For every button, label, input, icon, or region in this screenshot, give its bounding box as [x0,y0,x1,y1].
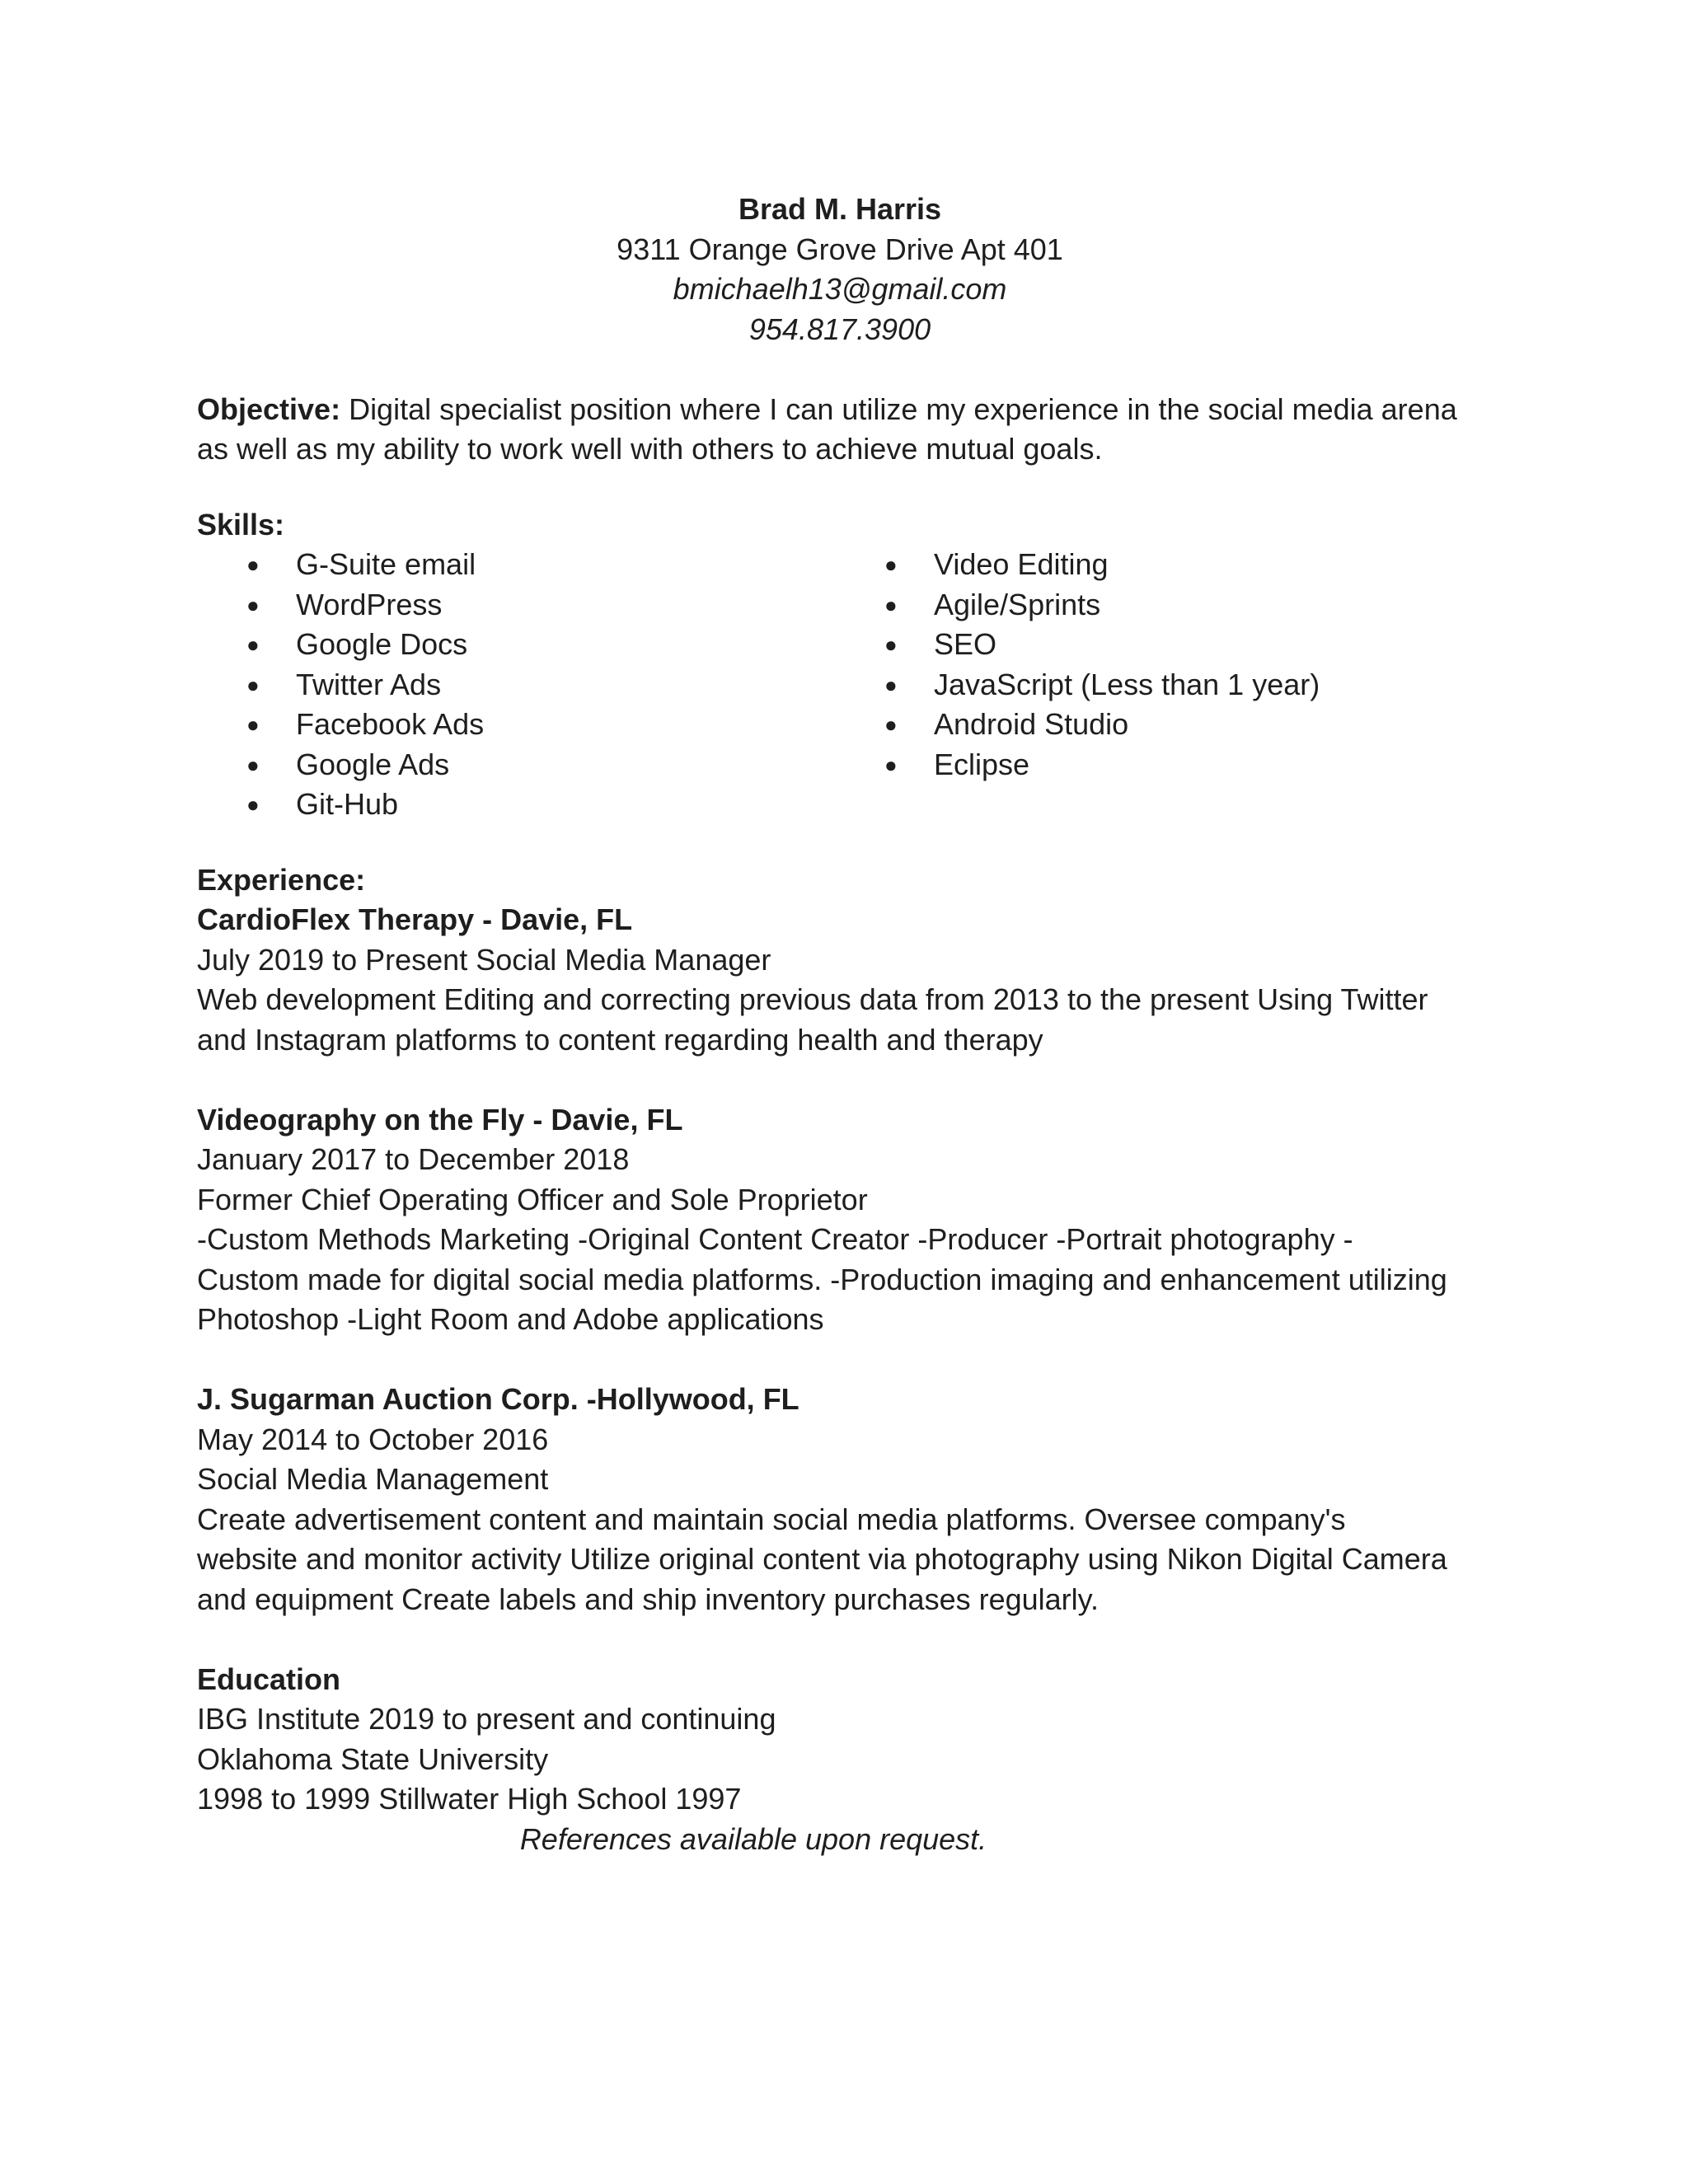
education-section [197,1660,1483,1820]
bullet-icon: ● [884,752,898,777]
bullet-icon: ● [246,552,260,577]
skill-item [246,785,884,825]
job-line: May 2014 to October 2016 [197,1422,549,1456]
job-line: Former Chief Operating Officer and Sole Proprietor [197,1182,868,1216]
education-line: 1998 to 1999 Stillwater High School 1997 [197,1782,742,1816]
job-company: CardioFlex Therapy - Davie, FL [197,902,633,936]
skill-label: G-Suite email [296,547,476,581]
objective-label: Objective: [197,391,341,426]
spacer [197,1340,1483,1380]
skill-item [246,665,884,705]
job-entry [197,900,1483,1060]
skills-section [197,505,1483,825]
spacer [197,825,1483,860]
bullet-icon: ● [246,672,260,697]
spacer [197,470,1483,505]
spacer [197,1619,1483,1660]
skill-item [884,625,1461,665]
job-line: website and monitor activity Utilize original content via photography using Nikon Digital Camera [197,1542,1447,1576]
skill-item [246,745,884,785]
skill-label: JavaScript (Less than 1 year) [934,667,1320,701]
skill-item [884,705,1461,745]
bullet-icon: ● [884,672,898,697]
job-line: Web development Editing and correcting previous data from 2013 to the present Using Twitter [197,982,1428,1016]
bullet-icon: ● [884,592,898,617]
job-line: Photoshop -Light Room and Adobe applications [197,1302,824,1336]
education-line: IBG Institute 2019 to present and continuing [197,1702,776,1736]
education-heading: Education [197,1661,341,1696]
objective-section [197,390,1483,470]
skills-list-left [197,545,884,825]
job-entry [197,1380,1483,1619]
skill-label: WordPress [296,587,443,621]
bullet-icon: ● [884,552,898,577]
bullet-icon: ● [246,792,260,817]
objective-text-continued: as well as my ability to work well with others to achieve mutual goals. [197,432,1103,466]
skill-item [884,585,1461,626]
skill-label: SEO [934,627,997,661]
applicant-name: Brad M. Harris [738,192,942,226]
applicant-phone: 954.817.3900 [748,312,931,346]
job-company: J. Sugarman Auction Corp. -Hollywood, FL [197,1382,799,1416]
job-company: Videography on the Fly - Davie, FL [197,1102,683,1137]
job-entry [197,1100,1483,1340]
applicant-address: 9311 Orange Grove Drive Apt 401 [617,232,1063,266]
objective-text: Digital specialist position where I can utilize my experience in the social media arena [340,391,1457,426]
bullet-icon: ● [246,752,260,777]
education-line: Oklahoma State University [197,1741,549,1776]
skill-item [246,545,884,585]
skill-item [246,705,884,745]
skill-label: Video Editing [934,547,1109,581]
skill-label: Facebook Ads [296,707,485,741]
job-line: and equipment Create labels and ship inventory purchases regularly. [197,1582,1099,1616]
job-line: Custom made for digital social media platforms. -Production imaging and enhancement utilizing [197,1262,1447,1296]
skill-item [884,745,1461,785]
resume-content [197,190,1483,1859]
job-line: Social Media Management [197,1462,549,1496]
resume-header [197,190,1483,349]
skill-label: Eclipse [934,747,1030,781]
job-line: Create advertisement content and maintain social media platforms. Oversee company's [197,1502,1346,1536]
skills-columns [197,545,1483,825]
skill-label: Android Studio [934,707,1129,741]
skill-item [246,585,884,626]
job-line: and Instagram platforms to content regarding health and therapy [197,1022,1043,1057]
bullet-icon: ● [884,632,898,657]
applicant-email: bmichaelh13@gmail.com [673,272,1007,306]
skills-heading: Skills: [197,507,285,541]
bullet-icon: ● [884,712,898,737]
skills-list-right [884,545,1461,825]
experience-section [197,860,1483,1620]
bullet-icon: ● [246,632,260,657]
spacer [197,1060,1483,1100]
bullet-icon: ● [246,592,260,617]
skill-label: Google Ads [296,747,450,781]
skill-item [246,625,884,665]
job-line: -Custom Methods Marketing -Original Content Creator -Producer -Portrait photography - [197,1222,1353,1256]
bullet-icon: ● [246,712,260,737]
spacer [197,349,1483,390]
skill-label: Twitter Ads [296,667,442,701]
references-note: References available upon request. [519,1821,987,1856]
skill-item [884,545,1461,585]
job-line: July 2019 to Present Social Media Manager [197,942,771,977]
skill-label: Git-Hub [296,787,399,821]
skill-label: Google Docs [296,627,468,661]
experience-heading: Experience: [197,862,366,897]
skill-item [884,665,1461,705]
job-line: January 2017 to December 2018 [197,1142,630,1176]
skill-label: Agile/Sprints [934,587,1101,621]
